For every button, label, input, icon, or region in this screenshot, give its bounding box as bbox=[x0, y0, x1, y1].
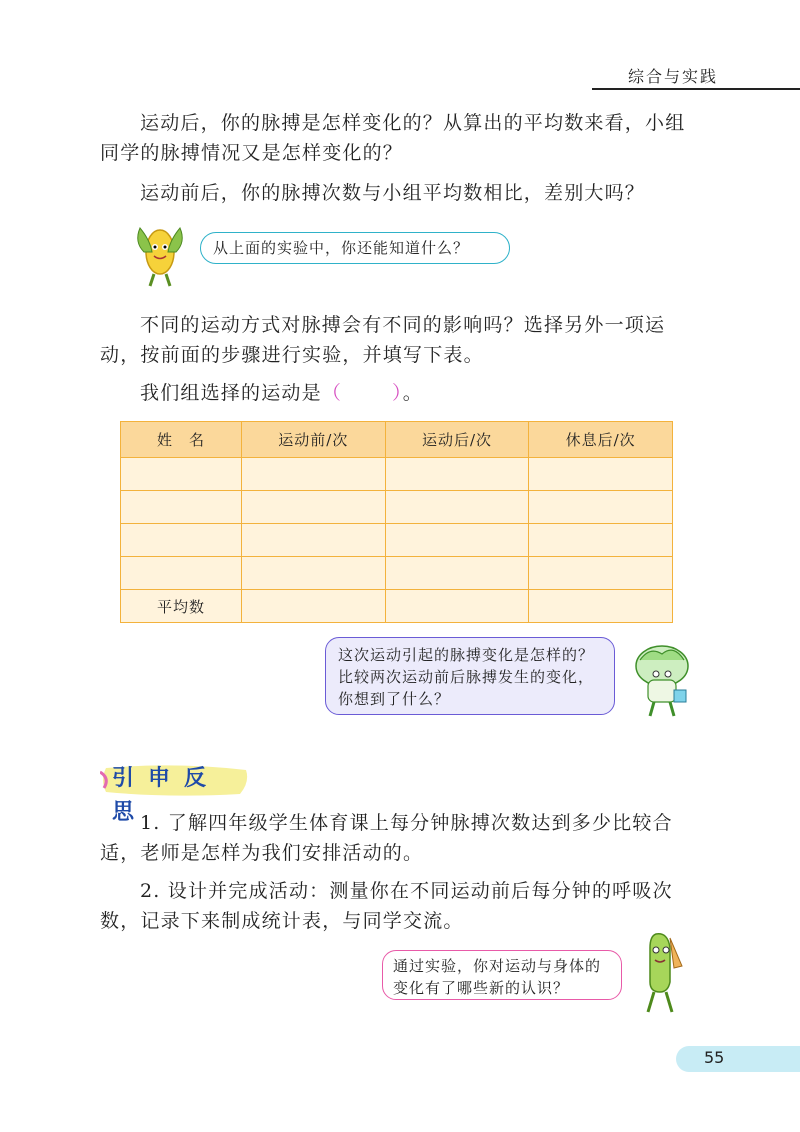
paragraph-different-sports: 不同的运动方式对脉搏会有不同的影响吗？选择另外一项运动，按前面的步骤进行实验，并填写下表。 bbox=[100, 314, 666, 366]
table-cell[interactable] bbox=[121, 458, 242, 491]
reflection-item-1: 1. 了解四年级学生体育课上每分钟脉搏次数达到多少比较合适，老师是怎样为我们安排活动的。 bbox=[100, 812, 673, 864]
pulse-table bbox=[120, 421, 673, 623]
table-cell[interactable] bbox=[385, 491, 529, 524]
table-cell[interactable] bbox=[242, 557, 386, 590]
header-rest: 休息后/次 bbox=[529, 422, 673, 458]
header-after: 运动后/次 bbox=[385, 422, 529, 458]
cabbage-bubble-text: 这次运动引起的脉搏变化是怎样的？比较两次运动前后脉搏发生的变化，你想到了什么？ bbox=[338, 646, 595, 708]
header-before: 运动前/次 bbox=[242, 422, 386, 458]
table-cell[interactable] bbox=[529, 458, 673, 491]
reflection-item-2: 2. 设计并完成活动：测量你在不同运动前后每分钟的呼吸次数，记录下来制成统计表，与同学交流。 bbox=[100, 880, 673, 932]
cucumber-bubble-text: 通过实验，你对运动与身体的变化有了哪些新的认识？ bbox=[393, 957, 602, 997]
table-cell[interactable] bbox=[385, 590, 529, 623]
cabbage-speech-bubble bbox=[325, 637, 615, 715]
table-cell[interactable] bbox=[121, 524, 242, 557]
table-cell[interactable] bbox=[385, 524, 529, 557]
chosen-sport-prefix: 我们组选择的运动是 bbox=[140, 382, 322, 404]
table-row bbox=[121, 524, 673, 557]
corn-mascot-icon bbox=[130, 222, 190, 288]
corn-speech-bubble bbox=[200, 232, 510, 264]
table-cell[interactable] bbox=[242, 590, 386, 623]
table-row bbox=[121, 458, 673, 491]
table-cell[interactable] bbox=[385, 458, 529, 491]
page-number: 55 bbox=[704, 1048, 725, 1067]
table-row bbox=[121, 491, 673, 524]
table-header-row bbox=[121, 422, 673, 458]
table-cell[interactable] bbox=[121, 557, 242, 590]
cabbage-mascot-icon bbox=[626, 640, 698, 720]
table-cell[interactable] bbox=[529, 491, 673, 524]
chapter-title: 综合与实践 bbox=[628, 67, 719, 86]
average-label: 平均数 bbox=[121, 590, 242, 623]
cucumber-speech-bubble bbox=[382, 950, 622, 1000]
header-name: 姓 名 bbox=[121, 422, 242, 458]
table-row-average bbox=[121, 590, 673, 623]
paragraph-pulse-change: 运动后，你的脉搏是怎样变化的？从算出的平均数来看，小组同学的脉搏情况又是怎样变化的？ bbox=[100, 112, 686, 164]
table-cell[interactable] bbox=[529, 524, 673, 557]
table-cell[interactable] bbox=[242, 491, 386, 524]
section-title: 引申反思 bbox=[112, 766, 221, 825]
open-paren: （ bbox=[321, 382, 343, 404]
table-cell[interactable] bbox=[385, 557, 529, 590]
chosen-sport-suffix: 。 bbox=[402, 382, 423, 404]
table-cell[interactable] bbox=[242, 458, 386, 491]
table-cell[interactable] bbox=[529, 557, 673, 590]
corn-bubble-text: 从上面的实验中，你还能知道什么？ bbox=[213, 239, 470, 257]
page-number-tab bbox=[676, 1046, 800, 1072]
cucumber-mascot-icon bbox=[630, 926, 690, 1016]
table-cell[interactable] bbox=[121, 491, 242, 524]
paragraph-chosen-sport bbox=[100, 378, 700, 408]
table-cell[interactable] bbox=[529, 590, 673, 623]
table-row bbox=[121, 557, 673, 590]
close-paren: ） bbox=[392, 382, 403, 404]
paragraph-difference: 运动前后，你的脉搏次数与小组平均数相比，差别大吗？ bbox=[140, 182, 646, 204]
table-cell[interactable] bbox=[242, 524, 386, 557]
header-rule bbox=[592, 88, 800, 90]
